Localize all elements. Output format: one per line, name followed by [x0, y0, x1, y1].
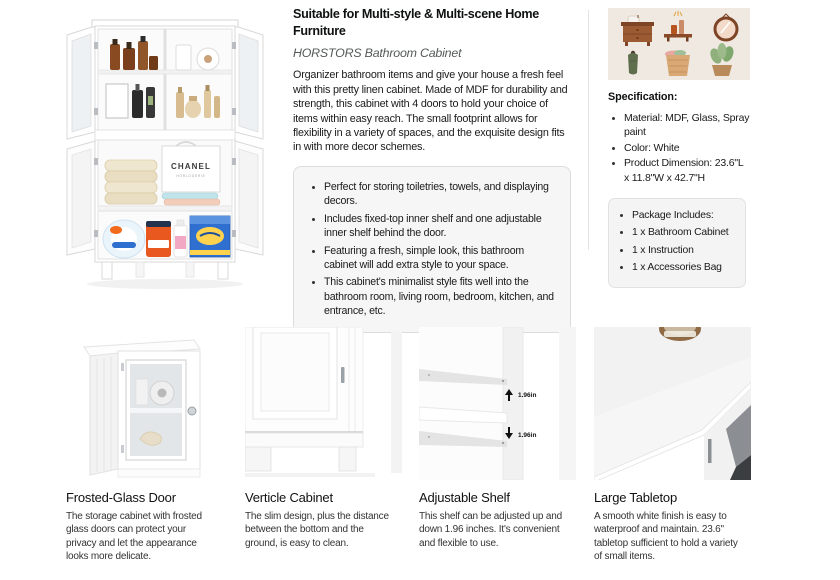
package-includes-box [608, 198, 746, 288]
door-hinge-strip [708, 439, 712, 463]
shelf-board [98, 206, 232, 211]
spec-item: • Product Dimension: 23.6"L x 11.8"W x 42.7"H [624, 156, 750, 185]
chanel-sublabel: HORLOGERIE [176, 174, 206, 178]
package-item: • 1 x Instruction [632, 244, 739, 258]
cabinet-illustration [50, 8, 280, 293]
spec-item: • Material: MDF, Glass, Spray paint [624, 111, 750, 140]
white-bottle [174, 220, 187, 257]
ground-shadow [245, 473, 375, 477]
feature-description: The slim design, plus the distance between the bottom and the ground, is easy to clean. [245, 511, 389, 549]
chanel-bag [162, 142, 220, 192]
door-frame-strip [503, 327, 523, 480]
door-handle [341, 367, 345, 383]
wipes-pack-peach [164, 199, 220, 205]
decor-illustration [608, 8, 750, 80]
large-tabletop-image [594, 327, 751, 480]
feature-bullet: • This cabinet's minimalist style fits well into the bathroom room, living room, bedroom, kitchen, and entrance, etc. [324, 275, 556, 318]
feature-title: Adjustable Shelf [419, 490, 510, 505]
feature-description: A smooth white finish is easy to waterproof and maintain. 23.6" tabletop sufficient to hold a variety of small items. [594, 511, 738, 563]
feature-description: The storage cabinet with frosted glass doors can protect your privacy and let the appearance looks more delicate. [66, 511, 202, 563]
bottom-compartment [98, 211, 232, 259]
middle-compartment [98, 140, 232, 206]
package-item: • Package Includes: [632, 209, 739, 223]
towel-hook-icon [628, 51, 638, 75]
detergent-pods-tub [103, 220, 145, 258]
cabinet-leg [339, 447, 356, 471]
hero-cabinet-image [50, 8, 280, 293]
package-list [611, 209, 739, 275]
feature-card-verticle-cabinet [245, 327, 402, 550]
cabinet-legs [102, 262, 228, 279]
feature-bullet: • Includes fixed-top inner shelf and one adjustable inner shelf behind the door. [324, 212, 556, 241]
feature-title: Verticle Cabinet [245, 490, 333, 505]
feature-title: Large Tabletop [594, 490, 677, 505]
feature-bullet: • Featuring a fresh, simple look, this bathroom cabinet will add extra style to your space. [324, 244, 556, 273]
adjacent-image-sliver [391, 331, 402, 473]
oxiclean-box [190, 216, 230, 257]
specification-list [608, 111, 750, 185]
page-title: Suitable for Multi-style & Multi-scene Home Furniture [293, 7, 540, 38]
feature-title: Frosted-Glass Door [66, 490, 176, 505]
frosted-glass-door-image [66, 327, 223, 480]
top-interior [98, 29, 232, 130]
spec-item: • Color: White [624, 141, 750, 155]
feature-bullet-list [300, 180, 556, 319]
mid-band [95, 130, 235, 140]
package-item: • 1 x Accessories Bag [632, 261, 739, 275]
spec-column [608, 8, 750, 288]
feature-bullet: • Perfect for storing toiletries, towels, and displaying decors. [324, 180, 556, 209]
main-copy-column [293, 6, 577, 333]
towel-stack [105, 160, 157, 204]
feature-card-large-tabletop [594, 327, 751, 564]
orange-detergent-tub [146, 221, 171, 257]
feature-card-frosted-glass-door [66, 327, 223, 564]
feature-card-adjustable-shelf [419, 327, 576, 550]
adjustable-shelf-image [419, 327, 576, 480]
vertical-divider [588, 10, 589, 250]
decor-illustration-image [608, 8, 750, 80]
door-knob [188, 407, 196, 415]
brand-subtitle: HORSTORS Bathroom Cabinet [293, 46, 462, 61]
product-description: Organizer bathroom items and give your house a fresh feel with this pretty linen cabinet. Made of MDF for durability and strength, this cabinet with 4 doors to hold your choice of items within easy reach. The small footprint allows for flexibility in a variety of spaces, and the exquisite design fits in with more decor schemes. [293, 69, 568, 154]
floor-shadow [87, 279, 243, 289]
feature-bullet-box [293, 166, 571, 333]
wipes-pack-blue [162, 193, 218, 199]
shelf-gap-label-lower: 1.96in [518, 432, 537, 439]
chanel-label: CHANEL [171, 162, 211, 171]
adjacent-sliver [559, 327, 576, 480]
verticle-cabinet-image [245, 327, 402, 480]
package-item: • 1 x Bathroom Cabinet [632, 226, 739, 240]
shelf-gap-label-upper: 1.96in [518, 392, 537, 399]
feature-description: This shelf can be adjusted up and down 1.96 inches. It's convenient and flexible to use. [419, 511, 562, 549]
specification-heading: Specification: [608, 91, 678, 103]
